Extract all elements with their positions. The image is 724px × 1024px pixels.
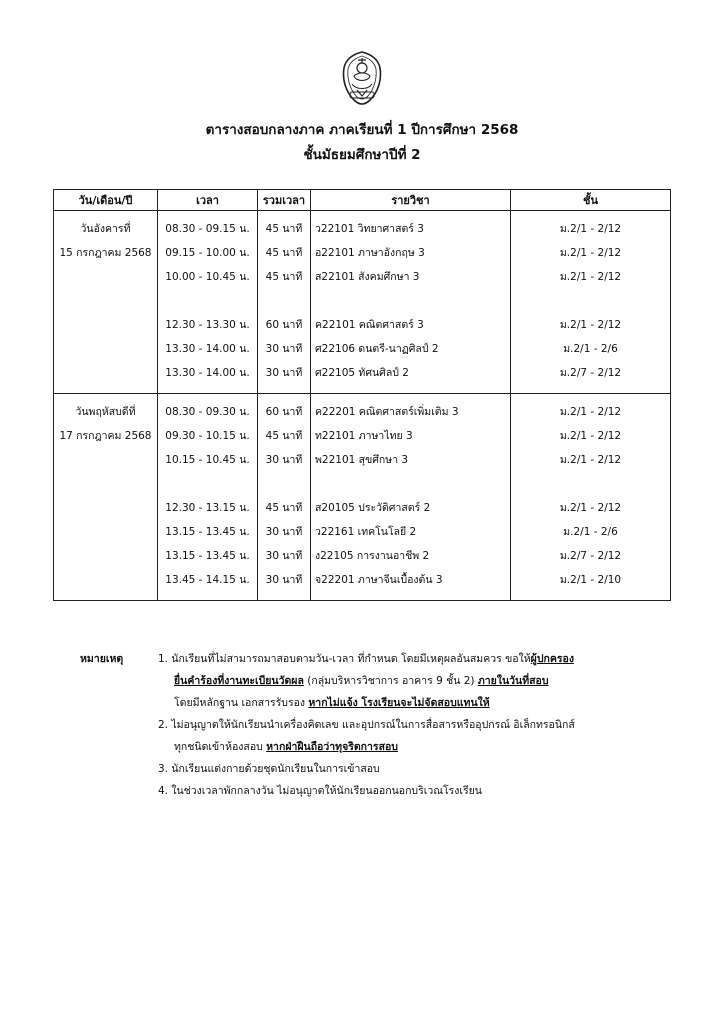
subject-value: จ22201 ภาษาจีนเบื้องต้น 3 xyxy=(315,574,443,586)
note-text: 2. ไม่อนุญาตให้นักเรียนนำเครื่องคิดเลข และอุปกรณ์ในการสื่อสารหรืออุปกรณ์ อิเล็กทรอนิกส์ xyxy=(158,719,575,731)
class-cell xyxy=(511,211,671,394)
class-value: ม.2/1 - 2/6 xyxy=(563,343,618,355)
subject-value: ส20105 ประวัติศาสตร์ 2 xyxy=(315,502,431,514)
subject-value: ว22101 วิทยาศาสตร์ 3 xyxy=(315,223,424,235)
subject-value: ท22101 ภาษาไทย 3 xyxy=(315,430,413,442)
date-line: 15 กรกฎาคม 2568 xyxy=(59,247,152,259)
exam-schedule-table xyxy=(53,189,671,601)
subject-value: ส22101 สังคมศึกษา 3 xyxy=(315,271,420,283)
duration-value: 60 นาที xyxy=(265,319,303,331)
time-cell xyxy=(158,211,258,394)
time-value: 10.00 - 10.45 น. xyxy=(165,271,250,283)
time-value: 08.30 - 09.30 น. xyxy=(165,406,250,418)
notes-label: หมายเหตุ xyxy=(80,653,124,665)
subject-value: ง22105 การงานอาชีพ 2 xyxy=(315,550,430,562)
subject-value: ว22161 เทคโนโลยี 2 xyxy=(315,526,417,538)
subject-value: ศ22106 ดนตรี-นาฏศิลป์ 2 xyxy=(315,343,439,355)
subject-value: พ22101 สุขศึกษา 3 xyxy=(315,454,409,466)
day-group-1 xyxy=(54,211,671,394)
time-value: 12.30 - 13.15 น. xyxy=(165,502,250,514)
table-header-row xyxy=(54,190,671,211)
date-line: วันอังคารที่ xyxy=(80,223,131,235)
note-text: (กลุ่มบริหารวิชาการ อาคาร 9 ชั้น 2) xyxy=(303,675,478,687)
subject-value: ศ22105 ทัศนศิลป์ 2 xyxy=(315,367,409,379)
note-text: 4. ในช่วงเวลาพักกลางวัน ไม่อนุญาตให้นักเรียนออกนอกบริเวณโรงเรียน xyxy=(158,785,482,797)
class-value: ม.2/7 - 2/12 xyxy=(559,367,622,379)
column-header-date: วัน/เดือน/ปี xyxy=(54,190,158,211)
note-4 xyxy=(158,782,482,800)
time-value: 12.30 - 13.30 น. xyxy=(165,319,250,331)
note-text: ทุกชนิดเข้าห้องสอบ xyxy=(174,741,267,753)
class-value: ม.2/1 - 2/10 xyxy=(559,574,622,586)
duration-value: 30 นาที xyxy=(265,454,303,466)
time-value: 10.15 - 10.45 น. xyxy=(165,454,250,466)
time-value: 13.15 - 13.45 น. xyxy=(165,550,250,562)
note-emphasis: ผู้ปกครอง xyxy=(530,653,574,665)
duration-value: 45 นาที xyxy=(265,271,303,283)
note-1-line-2 xyxy=(174,672,549,690)
page-title: ตารางสอบกลางภาค ภาคเรียนที่ 1 ปีการศึกษา 2568 xyxy=(205,122,519,138)
school-emblem-icon xyxy=(340,50,384,106)
date-line: วันพฤหัสบดีที่ xyxy=(75,406,136,418)
duration-value: 45 นาที xyxy=(265,223,303,235)
note-emphasis: ภายในวันที่สอบ xyxy=(477,675,549,687)
class-value: ม.2/7 - 2/12 xyxy=(559,550,622,562)
class-value: ม.2/1 - 2/12 xyxy=(559,454,622,466)
time-value: 13.15 - 13.45 น. xyxy=(165,526,250,538)
subject-cell xyxy=(311,211,511,394)
class-value: ม.2/1 - 2/12 xyxy=(559,223,622,235)
duration-value: 45 นาที xyxy=(265,502,303,514)
note-emphasis: หากฝ่าฝืนถือว่าทุจริตการสอบ xyxy=(266,741,398,753)
class-value: ม.2/1 - 2/12 xyxy=(559,319,622,331)
time-value: 13.30 - 14.00 น. xyxy=(165,367,250,379)
note-2-line-2 xyxy=(174,738,398,756)
date-cell xyxy=(54,211,158,394)
class-cell xyxy=(511,394,671,601)
class-value: ม.2/1 - 2/12 xyxy=(559,430,622,442)
duration-value: 30 นาที xyxy=(265,367,303,379)
class-value: ม.2/1 - 2/12 xyxy=(559,406,622,418)
time-value: 13.45 - 14.15 น. xyxy=(165,574,250,586)
note-text: โดยมีหลักฐาน เอกสารรับรอง xyxy=(174,697,309,709)
time-cell xyxy=(158,394,258,601)
duration-value: 30 นาที xyxy=(265,574,303,586)
duration-value: 45 นาที xyxy=(265,430,303,442)
day-group-2 xyxy=(54,394,671,601)
date-cell xyxy=(54,394,158,601)
note-text: 3. นักเรียนแต่งกายด้วยชุดนักเรียนในการเข้าสอบ xyxy=(158,763,380,775)
date-line: 17 กรกฎาคม 2568 xyxy=(59,430,152,442)
duration-cell xyxy=(258,394,311,601)
subject-value: ค22201 คณิตศาสตร์เพิ่มเติม 3 xyxy=(315,406,459,418)
class-value: ม.2/1 - 2/12 xyxy=(559,502,622,514)
class-value: ม.2/1 - 2/12 xyxy=(559,247,622,259)
subject-value: ค22101 คณิตศาสตร์ 3 xyxy=(315,319,424,331)
duration-value: 30 นาที xyxy=(265,550,303,562)
class-value: ม.2/1 - 2/6 xyxy=(563,526,618,538)
note-3 xyxy=(158,760,380,778)
duration-value: 30 นาที xyxy=(265,526,303,538)
duration-value: 30 นาที xyxy=(265,343,303,355)
time-value: 08.30 - 09.15 น. xyxy=(165,223,250,235)
note-1-line-3 xyxy=(174,694,490,712)
time-value: 09.30 - 10.15 น. xyxy=(165,430,250,442)
time-value: 13.30 - 14.00 น. xyxy=(165,343,250,355)
column-header-duration: รวมเวลา xyxy=(258,190,311,211)
subject-value: อ22101 ภาษาอังกฤษ 3 xyxy=(315,247,425,259)
time-value: 09.15 - 10.00 น. xyxy=(165,247,250,259)
column-header-subject: รายวิชา xyxy=(311,190,511,211)
class-value: ม.2/1 - 2/12 xyxy=(559,271,622,283)
note-emphasis: หากไม่แจ้ง โรงเรียนจะไม่จัดสอบแทนให้ xyxy=(308,697,490,709)
note-1-line-1 xyxy=(158,650,574,668)
duration-value: 60 นาที xyxy=(265,406,303,418)
note-2-line-1 xyxy=(158,716,575,734)
note-text: 1. นักเรียนที่ไม่สามารถมาสอบตามวัน-เวลา ที่กำหนด โดยมีเหตุผลอันสมควร ขอให้ xyxy=(158,653,531,665)
subject-cell xyxy=(311,394,511,601)
duration-value: 45 นาที xyxy=(265,247,303,259)
duration-cell xyxy=(258,211,311,394)
column-header-class: ชั้น xyxy=(511,190,671,211)
page-subtitle: ชั้นมัธยมศึกษาปีที่ 2 xyxy=(303,147,421,163)
column-header-time: เวลา xyxy=(158,190,258,211)
note-emphasis: ยื่นคำร้องที่งานทะเบียนวัดผล xyxy=(174,675,304,687)
